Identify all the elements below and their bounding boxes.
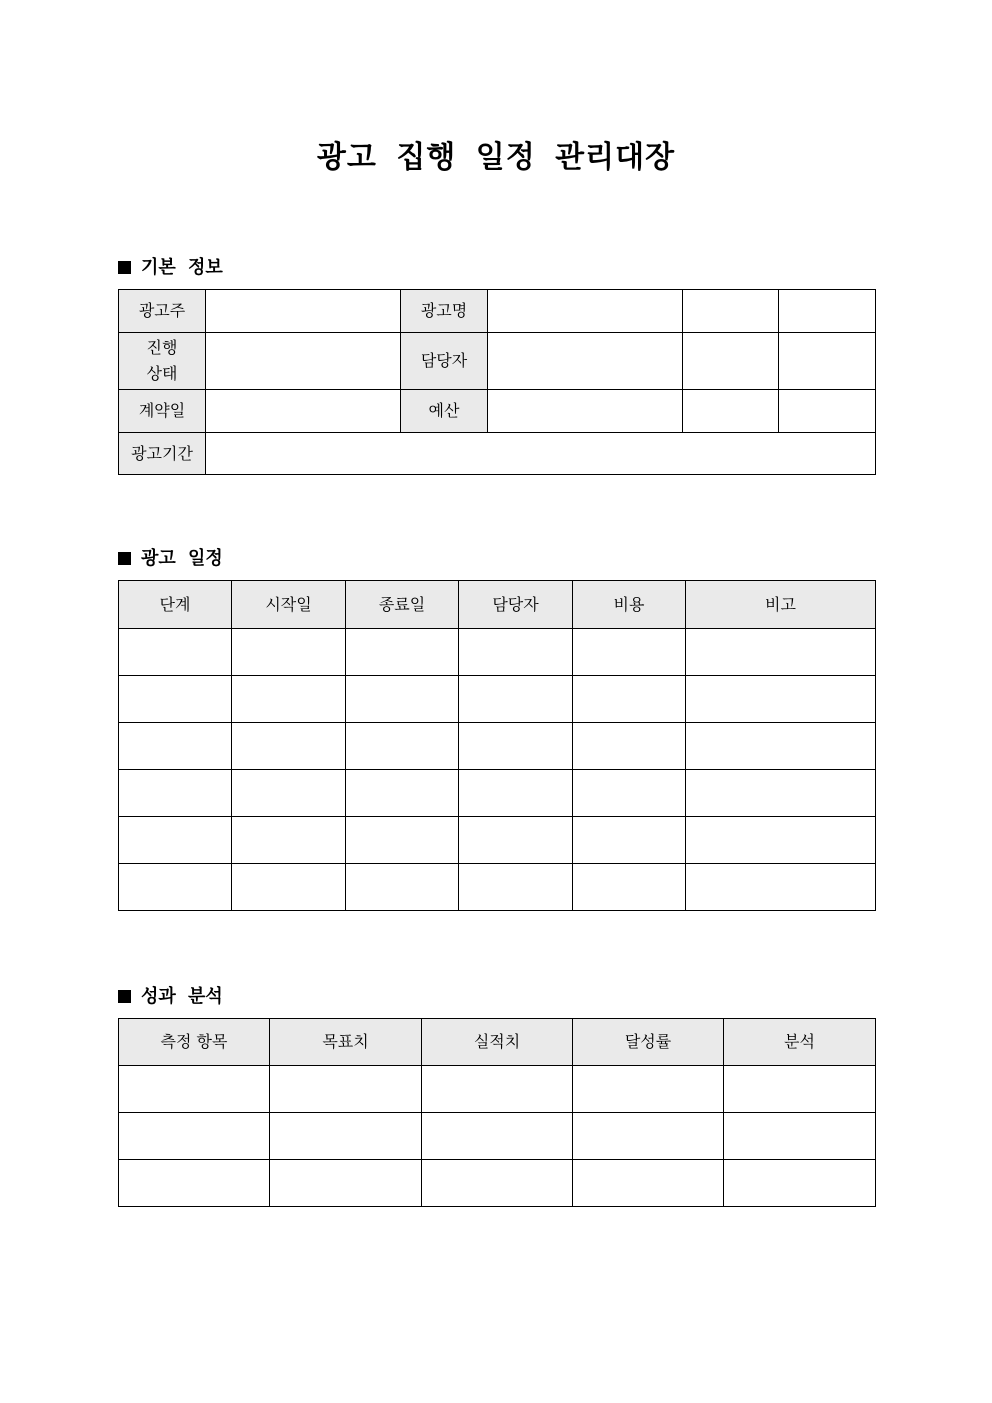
performance-cell[interactable] <box>422 1160 573 1207</box>
performance-cell[interactable] <box>119 1113 270 1160</box>
schedule-row <box>119 629 876 676</box>
status-label-line1: 진행 <box>146 338 178 358</box>
schedule-table <box>118 580 876 911</box>
performance-header-target: 목표치 <box>270 1019 422 1066</box>
schedule-cell[interactable] <box>686 864 876 911</box>
extra-field[interactable] <box>683 290 779 333</box>
schedule-cell[interactable] <box>119 723 232 770</box>
schedule-row <box>119 723 876 770</box>
performance-header-achievement-rate: 달성률 <box>573 1019 724 1066</box>
schedule-cell[interactable] <box>573 723 686 770</box>
schedule-header-end-date: 종료일 <box>346 581 459 629</box>
schedule-cell[interactable] <box>459 770 573 817</box>
schedule-cell[interactable] <box>346 629 459 676</box>
ad-period-field[interactable] <box>206 433 876 475</box>
section-heading-schedule <box>118 544 223 570</box>
schedule-cell[interactable] <box>346 723 459 770</box>
performance-cell[interactable] <box>724 1160 876 1207</box>
schedule-row <box>119 770 876 817</box>
square-bullet-icon <box>118 552 131 565</box>
schedule-body <box>119 629 876 911</box>
performance-row <box>119 1066 876 1113</box>
ad-period-label: 광고기간 <box>119 433 206 475</box>
schedule-cell[interactable] <box>573 817 686 864</box>
performance-cell[interactable] <box>270 1066 422 1113</box>
schedule-cell[interactable] <box>459 817 573 864</box>
extra-field[interactable] <box>779 290 876 333</box>
schedule-cell[interactable] <box>686 676 876 723</box>
status-label-line2: 상태 <box>146 364 178 383</box>
section-heading-performance-label: 성과 분석 <box>141 986 223 1007</box>
schedule-cell[interactable] <box>459 723 573 770</box>
performance-cell[interactable] <box>270 1113 422 1160</box>
section-heading-schedule-label: 광고 일정 <box>141 548 223 569</box>
budget-label: 예산 <box>401 390 488 433</box>
schedule-cell[interactable] <box>346 864 459 911</box>
document-title: 광고 집행 일정 관리대장 <box>316 140 676 175</box>
ad-name-field[interactable] <box>488 290 683 333</box>
status-label <box>119 333 206 390</box>
schedule-cell[interactable] <box>119 676 232 723</box>
schedule-header-start-date: 시작일 <box>232 581 346 629</box>
contract-date-label: 계약일 <box>119 390 206 433</box>
schedule-cell[interactable] <box>573 770 686 817</box>
status-field[interactable] <box>206 333 401 390</box>
performance-cell[interactable] <box>724 1066 876 1113</box>
schedule-header-cost: 비용 <box>573 581 686 629</box>
performance-header-metric: 측정 항목 <box>119 1019 270 1066</box>
square-bullet-icon <box>118 261 131 274</box>
schedule-cell[interactable] <box>459 864 573 911</box>
advertiser-field[interactable] <box>206 290 401 333</box>
schedule-cell[interactable] <box>573 676 686 723</box>
performance-cell[interactable] <box>573 1066 724 1113</box>
schedule-cell[interactable] <box>686 629 876 676</box>
schedule-cell[interactable] <box>346 817 459 864</box>
performance-body <box>119 1066 876 1207</box>
performance-cell[interactable] <box>573 1113 724 1160</box>
square-bullet-icon <box>118 990 131 1003</box>
schedule-cell[interactable] <box>459 676 573 723</box>
performance-row <box>119 1160 876 1207</box>
schedule-cell[interactable] <box>232 676 346 723</box>
manager-label: 담당자 <box>401 333 488 390</box>
performance-cell[interactable] <box>422 1066 573 1113</box>
schedule-cell[interactable] <box>346 676 459 723</box>
section-heading-performance <box>118 982 223 1008</box>
schedule-cell[interactable] <box>346 770 459 817</box>
performance-cell[interactable] <box>119 1160 270 1207</box>
schedule-cell[interactable] <box>459 629 573 676</box>
performance-cell[interactable] <box>119 1066 270 1113</box>
schedule-cell[interactable] <box>573 864 686 911</box>
performance-cell[interactable] <box>724 1113 876 1160</box>
schedule-row <box>119 864 876 911</box>
performance-header-actual: 실적치 <box>422 1019 573 1066</box>
extra-field[interactable] <box>779 390 876 433</box>
schedule-row <box>119 676 876 723</box>
schedule-cell[interactable] <box>232 629 346 676</box>
performance-table <box>118 1018 876 1207</box>
schedule-cell[interactable] <box>232 723 346 770</box>
extra-field[interactable] <box>683 333 779 390</box>
schedule-header-notes: 비고 <box>686 581 876 629</box>
section-heading-basic-info <box>118 253 223 279</box>
schedule-cell[interactable] <box>686 723 876 770</box>
schedule-cell[interactable] <box>232 864 346 911</box>
performance-cell[interactable] <box>573 1160 724 1207</box>
manager-field[interactable] <box>488 333 683 390</box>
schedule-cell[interactable] <box>119 629 232 676</box>
schedule-cell[interactable] <box>119 864 232 911</box>
schedule-cell[interactable] <box>686 817 876 864</box>
performance-cell[interactable] <box>270 1160 422 1207</box>
schedule-cell[interactable] <box>119 770 232 817</box>
budget-field[interactable] <box>488 390 683 433</box>
schedule-cell[interactable] <box>232 817 346 864</box>
performance-row <box>119 1113 876 1160</box>
performance-header-analysis: 분석 <box>724 1019 876 1066</box>
advertiser-label: 광고주 <box>119 290 206 333</box>
ad-name-label: 광고명 <box>401 290 488 333</box>
schedule-cell[interactable] <box>232 770 346 817</box>
basic-info-table <box>118 289 876 475</box>
extra-field[interactable] <box>779 333 876 390</box>
schedule-cell[interactable] <box>119 817 232 864</box>
section-heading-basic-info-label: 기본 정보 <box>141 257 223 278</box>
schedule-cell[interactable] <box>686 770 876 817</box>
contract-date-field[interactable] <box>206 390 401 433</box>
schedule-row <box>119 817 876 864</box>
extra-field[interactable] <box>683 390 779 433</box>
schedule-header-manager: 담당자 <box>459 581 573 629</box>
schedule-header-stage: 단계 <box>119 581 232 629</box>
performance-cell[interactable] <box>422 1113 573 1160</box>
schedule-cell[interactable] <box>573 629 686 676</box>
